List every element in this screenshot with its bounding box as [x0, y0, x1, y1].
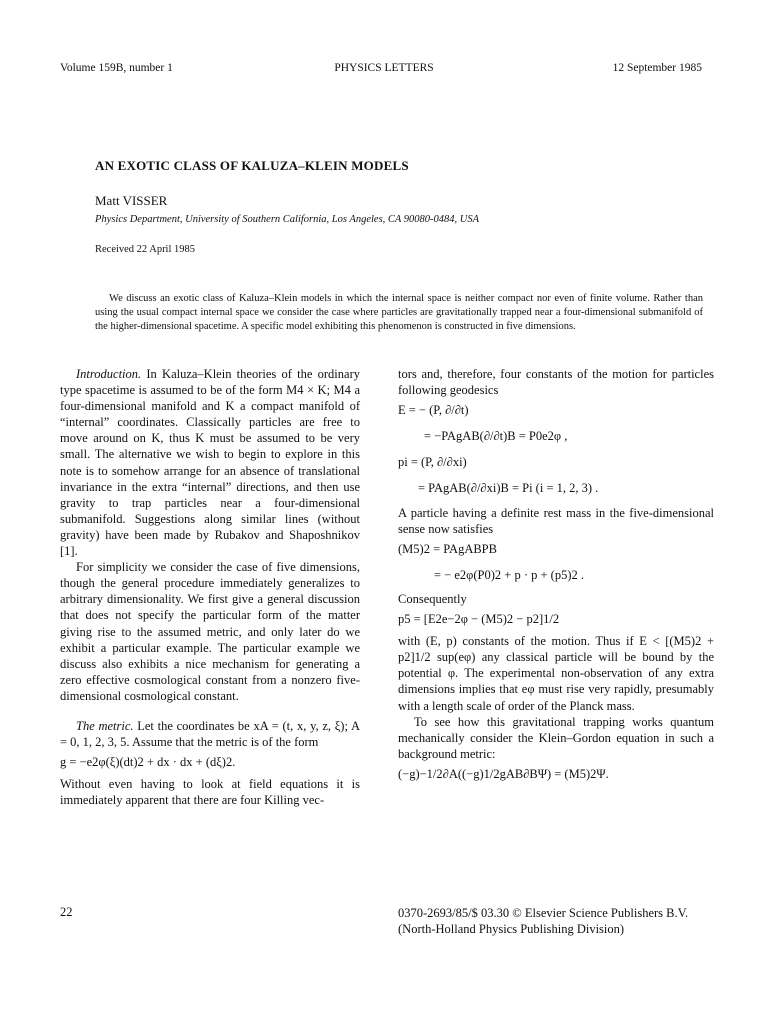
bound-paragraph: with (E, p) constants of the motion. Thus if E < [(M5)2 + p2]1/2 sup(eφ) any classical particle will be bound by the potential φ. The experimental non-observation of any extra dimensions implies that eφ must rise very rapidly, presumably with a length scale of order of the Planck mass. [398, 634, 714, 713]
equation-energy-2: = −PAgAB(∂/∂t)B = P0e2φ , [424, 429, 568, 444]
left-column [60, 366, 360, 808]
equation-p5: p5 = [E2e−2φ − (M5)2 − p2]1/2 [398, 612, 560, 627]
equation-energy-1: E = − (P, ∂/∂t) [398, 403, 469, 418]
copyright-line-1: 0370-2693/85/$ 03.30 © Elsevier Science Publishers B.V. [398, 906, 689, 920]
page-number: 22 [60, 905, 73, 919]
continuation-text: tors and, therefore, four constants of the motion for particles following geodesics [398, 367, 714, 398]
equation-mass-2: = − e2φ(P0)2 + p · p + (p5)2 . [434, 567, 584, 582]
author-name: Matt VISSER [95, 193, 168, 208]
right-column [398, 366, 714, 782]
simplicity-paragraph: For simplicity we consider the case of five dimensions, though the general procedure immediately generalizes to arbitrary dimensionality. We first give a general discussion that does not specify the particular form of the matter giving rise to the assumed metric, and only later do we exhibit a particular example. The particular example we discuss also exhibits a nice mechanism for generating a zero effective cosmological constant from a nonzero five-dimensional cosmological constant. [60, 560, 360, 703]
journal-name: PHYSICS LETTERS [334, 62, 434, 74]
issue-date: 12 September 1985 [612, 62, 702, 74]
intro-text: In Kaluza–Klein theories of the ordinary type spacetime is assumed to be of the form M4 × K; M4 a four-dimensional manifold and K a compact manifold of “internal” coordinates. Classically particles are free to move around on K, thus K must be assumed to be very small. The alternative we wish to begin to explore in this note is to somehow arrange for an absence of translational invariance in the extra “internal” directions, and then use gravity to trap particles near a four-dimensional submanifold. Suggestions along similar lines (without gravity) have been made by Rubakov and Shaposhnikov [1]. [60, 367, 360, 559]
equation-momentum-1: pi = (P, ∂/∂xi) [398, 455, 467, 470]
intro-paragraph [60, 366, 360, 559]
equation-mass-1: (M5)2 = PAgABPB [398, 541, 497, 556]
copyright-line-2: (North-Holland Physics Publishing Division) [398, 922, 625, 936]
klein-gordon-paragraph: To see how this gravitational trapping works quantum mechanically consider the Klein–Gordon equation in such a background metric: [398, 714, 714, 761]
copyright-notice [398, 905, 688, 937]
volume-info: Volume 159B, number 1 [60, 62, 173, 74]
consequently-text: Consequently [398, 591, 467, 606]
metric-paragraph [60, 718, 360, 750]
metric-heading: The metric. [76, 718, 134, 733]
equation-momentum-2: = PAgAB(∂/∂xi)B = Pi (i = 1, 2, 3) . [418, 481, 599, 496]
intro-heading: Introduction. [76, 367, 142, 381]
killing-paragraph: Without even having to look at field equations it is immediately apparent that there are four Killing vec- [60, 777, 360, 808]
metric-equation: g = −e2φ(ξ)(dt)2 + dx · dx + (dξ)2. [60, 755, 236, 770]
author-affiliation: Physics Department, University of Southern California, Los Angeles, CA 90080-0484, USA [95, 214, 480, 225]
klein-gordon-equation: (−g)−1/2∂A((−g)1/2gAB∂BΨ) = (M5)2Ψ. [398, 766, 609, 781]
received-date: Received 22 April 1985 [95, 244, 196, 255]
rest-mass-text: A particle having a definite rest mass in the five-dimensional sense now satisfies [398, 505, 714, 536]
metric-text: Let the coordinates be xA = (t, x, y, z, ξ); A = 0, 1, 2, 3, 5. Assume that the metric is of the form [60, 718, 360, 750]
paper-title: AN EXOTIC CLASS OF KALUZA–KLEIN MODELS [95, 158, 409, 173]
abstract: We discuss an exotic class of Kaluza–Klein models in which the internal space is neither compact nor even of finite volume. Rather than using the usual compact internal space we consider the case where particles are gravitationally trapped near a four-dimensional submanifold of the higher-dimensional spacetime. A specific model exhibiting this phenomenon is constructed in five dimensions. [95, 293, 703, 332]
